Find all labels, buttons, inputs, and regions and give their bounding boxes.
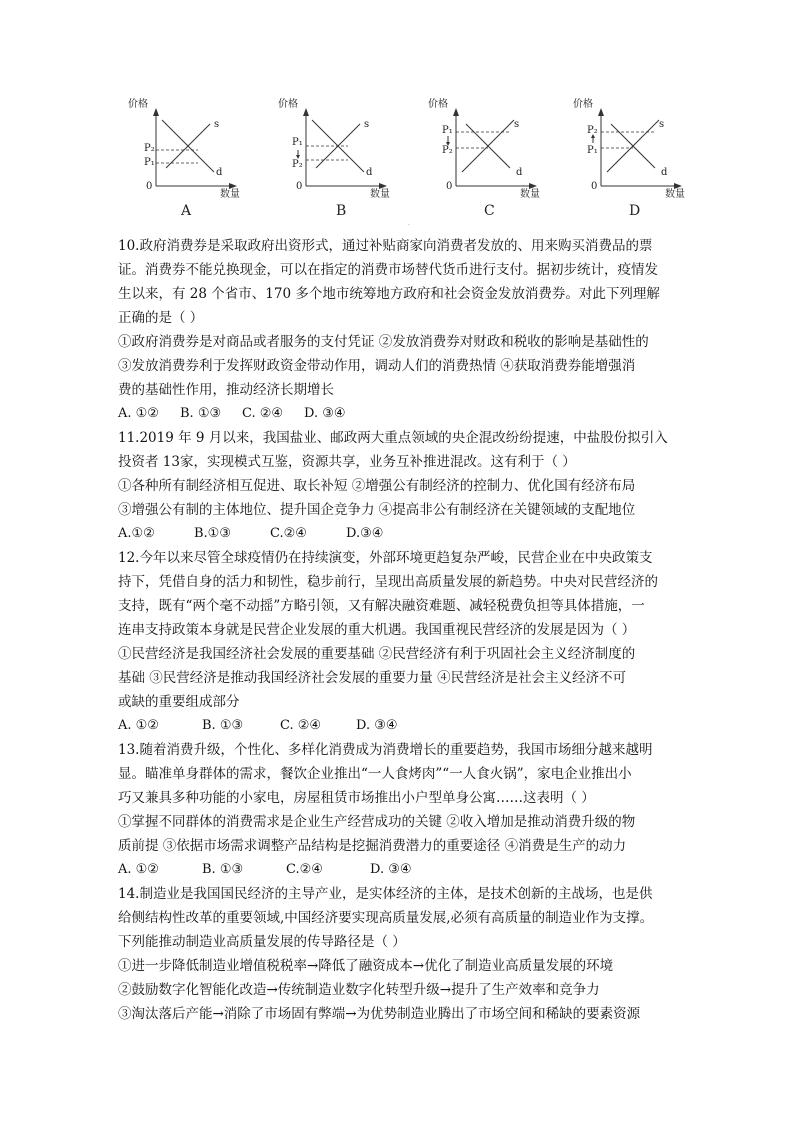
graph-a <box>126 96 266 226</box>
q12-statement-1: ①民营经济是我国经济社会发展的重要基础 ②民营经济有利于巩固社会主义经济制度的 <box>118 646 636 662</box>
graph-c-p-top: P₁ <box>442 125 453 136</box>
small-mark: · <box>408 222 410 229</box>
q12-option-a[interactable]: A. ①② <box>118 718 159 733</box>
graph-b-s: s <box>364 119 370 130</box>
graph-b-x-label: 数量 <box>370 189 390 200</box>
q12-line-1: 12.今年以来尽管全球疫情仍在持续演变，外部环境更趋复杂严峻，民营企业在中央政策支 <box>118 550 653 566</box>
q14-line-1: 14.制造业是我国国民经济的主导产业，是实体经济的主体，是技术创新的主战场，也是供 <box>118 886 653 902</box>
q10-options <box>118 402 688 426</box>
q11-option-c[interactable]: C.②④ <box>270 526 307 541</box>
q12-option-c[interactable]: C. ②④ <box>280 718 322 733</box>
graph-d-d: d <box>661 167 668 178</box>
q11-statement-2: ③增强公有制的主体地位、提升国企竞争力 ④提高非公有制经济在关键领域的支配地位 <box>118 502 636 518</box>
graph-a-origin: 0 <box>146 181 153 192</box>
q13-option-d[interactable]: D. ③④ <box>370 862 412 877</box>
q12-options <box>118 714 688 738</box>
supply-demand-graphs <box>126 96 706 226</box>
q11-options <box>118 522 688 546</box>
q13-option-c[interactable]: C.②④ <box>286 862 323 877</box>
graph-c-plot <box>426 96 566 226</box>
graph-b-p-bottom: P₂ <box>292 159 303 170</box>
graph-d-p-bottom: P₁ <box>587 145 598 156</box>
graph-d-p-top: P₂ <box>587 125 598 136</box>
q13-statement-1: ①掌握不同群体的消费需求是企业生产经营成功的关键 ②收入增加是推动消费升级的物 <box>118 814 636 830</box>
graph-b-origin: 0 <box>296 181 303 192</box>
q10-option-b[interactable]: B. ①③ <box>180 406 222 421</box>
q10-line-4: 正确的是（ ） <box>118 310 204 326</box>
q10-option-c[interactable]: C. ②④ <box>242 406 284 421</box>
q11-statement-1: ①各种所有制经济相互促进、取长补短 ②增强公有制经济的控制力、优化国有经济布局 <box>118 478 636 494</box>
graph-d <box>571 96 711 226</box>
q14-line-3: 下列能推动制造业高质量发展的传导路径是（ ） <box>118 934 406 950</box>
graph-b-y-label: 价格 <box>278 99 298 110</box>
q14-statement-1: ①进一步降低制造业增值税税率→降低了融资成本→优化了制造业高质量发展的环境 <box>118 958 614 974</box>
q10-line-2: 证。消费券不能兑换现金，可以在指定的消费市场替代货币进行支付。据初步统计，疫情发 <box>118 262 658 278</box>
graph-c-letter: C <box>484 203 495 219</box>
graph-a-y-label: 价格 <box>128 99 148 110</box>
graph-a-s: s <box>214 119 220 130</box>
graph-a-p-bottom: P₁ <box>144 157 155 168</box>
graph-d-letter: D <box>629 203 641 219</box>
graph-a-x-label: 数量 <box>220 189 240 200</box>
q10-statement-1: ①政府消费券是对商品或者服务的支付凭证 ②发放消费券对财政和税收的影响是基础性的 <box>118 334 649 350</box>
q11-line-1: 11.2019 年 9 月以来，我国盐业、邮政两大重点领域的央企混改纷纷提速，中盐股份拟引入 <box>118 430 668 446</box>
q13-option-b[interactable]: B. ①③ <box>202 862 244 877</box>
graph-b-letter: B <box>336 203 347 219</box>
graph-d-y-label: 价格 <box>573 99 593 110</box>
q10-option-d[interactable]: D. ③④ <box>304 406 346 421</box>
graph-a-letter: A <box>181 203 192 219</box>
q13-options <box>118 858 688 882</box>
q10-option-a[interactable]: A. ①② <box>118 406 159 421</box>
graph-c-p-bottom: P₂ <box>442 145 453 156</box>
q13-statement-2: 质前提 ③依据市场需求调整产品结构是挖掘消费潜力的重要途径 ④消费是生产的动力 <box>118 838 627 854</box>
question-text <box>118 234 688 1026</box>
graph-b-p-top: P₁ <box>292 137 303 148</box>
q11-option-d[interactable]: D.③④ <box>346 526 384 541</box>
q12-line-2: 持下，凭借自身的活力和韧性，稳步前行，呈现出高质量发展的新趋势。中央对民营经济的 <box>118 574 658 590</box>
q12-statement-3: 或缺的重要组成部分 <box>118 694 240 710</box>
q11-option-a[interactable]: A.①② <box>118 526 155 541</box>
q12-option-b[interactable]: B. ①③ <box>202 718 244 733</box>
graph-c-y-label: 价格 <box>428 99 448 110</box>
q12-option-d[interactable]: D. ③④ <box>356 718 398 733</box>
graph-d-s: s <box>659 119 665 130</box>
graph-c-x-label: 数量 <box>520 189 540 200</box>
graph-c-s: s <box>514 119 520 130</box>
q12-line-3: 支持，既有“两个毫不动摇”方略引领，又有解决融资难题、减轻税费负担等具体措施，一 <box>118 598 645 614</box>
q13-line-3: 巧又兼具多种功能的小家电，房屋租赁市场推出小户型单身公寓……这表明（ ） <box>118 790 595 806</box>
q14-line-2: 给侧结构性改革的重要领域,中国经济要实现高质量发展,必须有高质量的制造业作为支撑。 <box>118 910 654 926</box>
graph-b <box>276 96 416 226</box>
graph-d-x-label: 数量 <box>665 189 685 200</box>
graph-c <box>426 96 566 226</box>
q11-line-2: 投资者 13家，实现模式互鉴，资源共享，业务互补推进混改。这有利于（ ） <box>118 454 576 470</box>
q10-statement-3: 费的基础性作用，推动经济长期增长 <box>118 382 334 398</box>
graph-d-origin: 0 <box>591 181 598 192</box>
graph-a-p-top: P₂ <box>144 143 155 154</box>
q12-line-4: 连串支持政策本身就是民营企业发展的重大机遇。我国重视民营经济的发展是因为（ ） <box>118 622 636 638</box>
graph-a-d: d <box>216 167 223 178</box>
graph-b-d: d <box>366 167 373 178</box>
q13-line-1: 13.随着消费升级，个性化、多样化消费成为消费增长的重要趋势，我国市场细分越来越明 <box>118 742 653 758</box>
q14-statement-2: ②鼓励数字化智能化改造→传统制造业数字化转型升级→提升了生产效率和竞争力 <box>118 982 600 998</box>
q11-option-b[interactable]: B.①③ <box>194 526 231 541</box>
graph-c-origin: 0 <box>446 181 453 192</box>
q13-option-a[interactable]: A. ①② <box>118 862 159 877</box>
q10-statement-2: ③发放消费券利于发挥财政资金带动作用，调动人们的消费热情 ④获取消费券能增强消 <box>118 358 636 374</box>
q10-line-1: 10.政府消费券是采取政府出资形式，通过补贴商家向消费者发放的、用来购买消费品的票 <box>118 238 653 254</box>
q13-line-2: 显。瞄准单身群体的需求，餐饮企业推出“一人食烤肉”“一人食火锅”，家电企业推出小 <box>118 766 632 782</box>
graph-d-plot <box>571 96 711 226</box>
q10-line-3: 生以来，有 28 个省市、170 多个地市统筹地方政府和社会资金发放消费券。对此下列理解 <box>118 286 660 302</box>
graph-c-d: d <box>516 167 523 178</box>
q12-statement-2: 基础 ③民营经济是推动我国经济社会发展的重要力量 ④民营经济是社会主义经济不可 <box>118 670 627 686</box>
q14-statement-3: ③淘汰落后产能→消除了市场固有弊端→为优势制造业腾出了市场空间和稀缺的要素资源 <box>118 1006 641 1022</box>
